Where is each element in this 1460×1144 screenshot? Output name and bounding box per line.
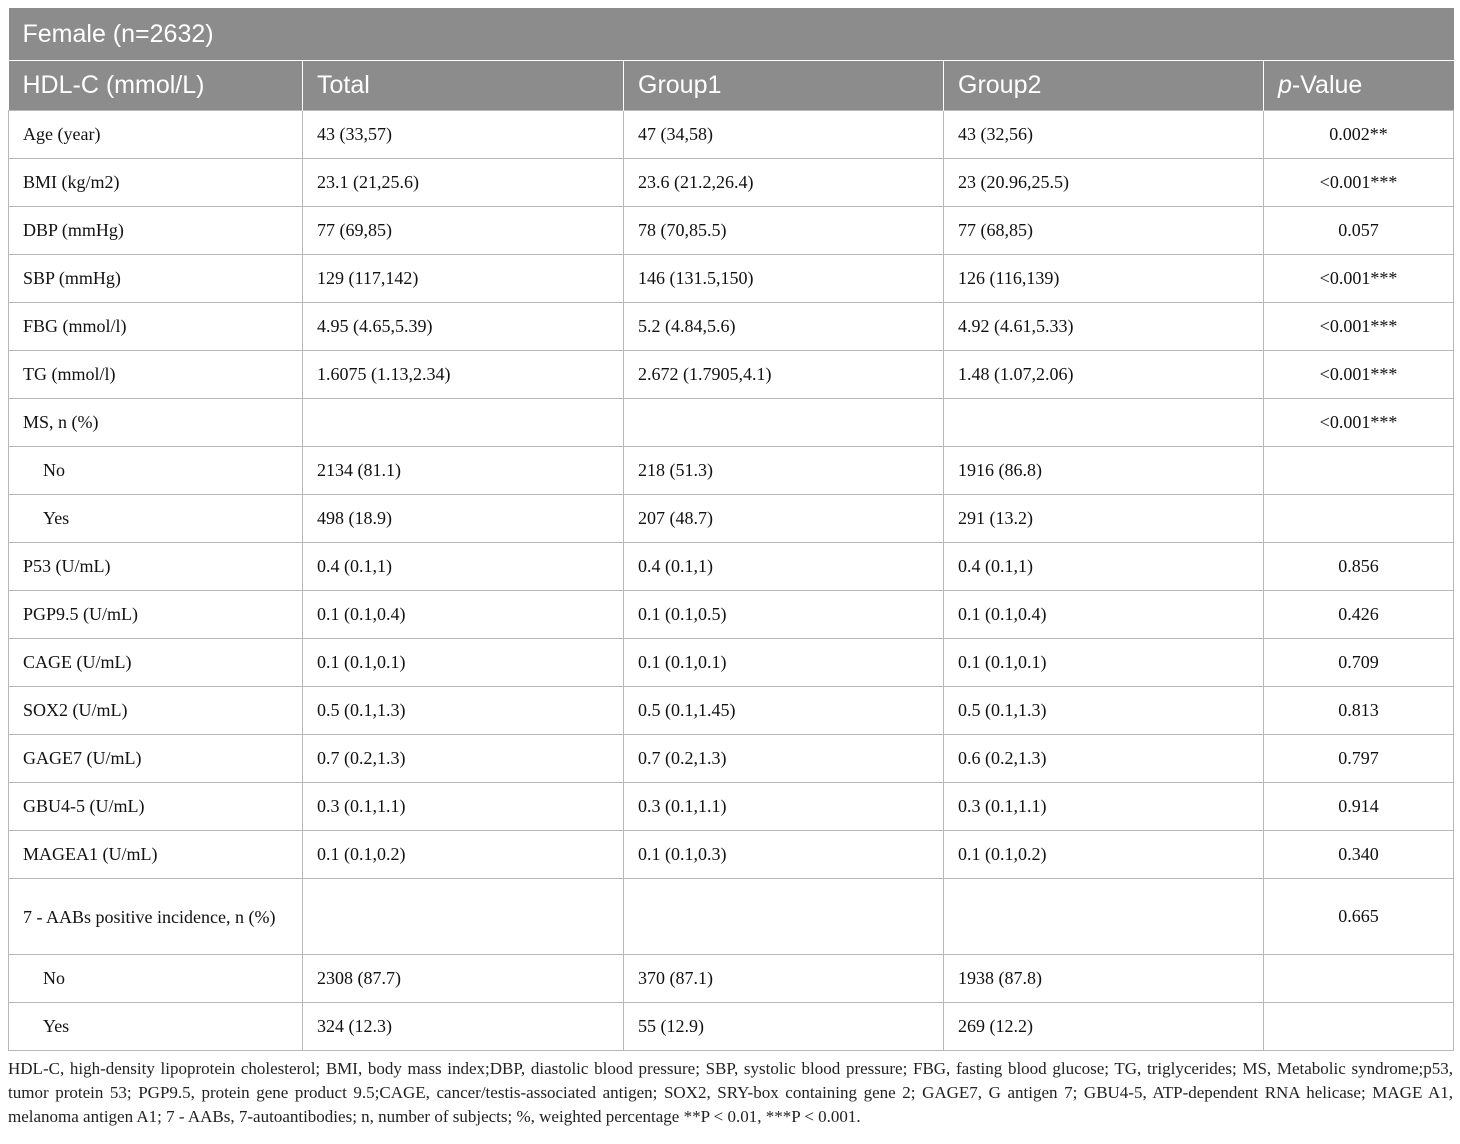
cell-group2: 23 (20.96,25.5) [944,159,1264,207]
header-row [9,61,1454,111]
cell-group1: 146 (131.5,150) [624,255,944,303]
cell-total: 0.7 (0.2,1.3) [303,735,624,783]
cell-group1: 55 (12.9) [624,1003,944,1051]
cell-p-value: <0.001*** [1264,255,1454,303]
cell-group2: 0.1 (0.1,0.1) [944,639,1264,687]
cell-group2: 1.48 (1.07,2.06) [944,351,1264,399]
cell-group2: 1916 (86.8) [944,447,1264,495]
cell-group2: 0.4 (0.1,1) [944,543,1264,591]
table-row [9,783,1454,831]
cell-variable: No [9,447,303,495]
cell-p-value: <0.001*** [1264,159,1454,207]
cell-variable: SOX2 (U/mL) [9,687,303,735]
table-row [9,159,1454,207]
header-variable: HDL-C (mmol/L) [9,61,303,111]
cell-p-value: 0.057 [1264,207,1454,255]
cell-variable: CAGE (U/mL) [9,639,303,687]
table-row [9,543,1454,591]
cell-group1: 0.4 (0.1,1) [624,543,944,591]
cell-variable: GAGE7 (U/mL) [9,735,303,783]
header-p-italic: p [1278,71,1292,99]
cell-p-value [1264,955,1454,1003]
cell-p-value: 0.340 [1264,831,1454,879]
table-row [9,399,1454,447]
cell-p-value: 0.797 [1264,735,1454,783]
cell-total: 23.1 (21,25.6) [303,159,624,207]
cell-p-value: 0.856 [1264,543,1454,591]
cell-group2: 0.1 (0.1,0.4) [944,591,1264,639]
cell-variable: P53 (U/mL) [9,543,303,591]
cell-total: 1.6075 (1.13,2.34) [303,351,624,399]
cell-total: 0.1 (0.1,0.1) [303,639,624,687]
table-row [9,255,1454,303]
cell-group1: 207 (48.7) [624,495,944,543]
cell-variable: GBU4-5 (U/mL) [9,783,303,831]
cell-group1: 0.1 (0.1,0.5) [624,591,944,639]
cell-group2: 77 (68,85) [944,207,1264,255]
cell-variable: SBP (mmHg) [9,255,303,303]
cell-group1: 0.7 (0.2,1.3) [624,735,944,783]
table-row [9,495,1454,543]
cell-total: 324 (12.3) [303,1003,624,1051]
cell-group1: 218 (51.3) [624,447,944,495]
cell-group2: 1938 (87.8) [944,955,1264,1003]
cell-group1: 0.1 (0.1,0.1) [624,639,944,687]
cell-total: 77 (69,85) [303,207,624,255]
cell-group2: 126 (116,139) [944,255,1264,303]
cell-variable: BMI (kg/m2) [9,159,303,207]
cell-variable: TG (mmol/l) [9,351,303,399]
cell-p-value: <0.001*** [1264,399,1454,447]
cell-group1: 47 (34,58) [624,111,944,159]
cell-variable: Yes [9,1003,303,1051]
cell-p-value [1264,495,1454,543]
cell-p-value: 0.426 [1264,591,1454,639]
cell-group1: 370 (87.1) [624,955,944,1003]
table-row [9,111,1454,159]
cell-group2: 269 (12.2) [944,1003,1264,1051]
cell-variable: MS, n (%) [9,399,303,447]
cell-p-value [1264,447,1454,495]
cell-total: 129 (117,142) [303,255,624,303]
cell-variable: DBP (mmHg) [9,207,303,255]
table-row [9,831,1454,879]
cell-group2: 0.1 (0.1,0.2) [944,831,1264,879]
cell-total: 0.5 (0.1,1.3) [303,687,624,735]
cell-total: 498 (18.9) [303,495,624,543]
cell-total: 2308 (87.7) [303,955,624,1003]
cell-group1 [624,399,944,447]
cell-variable: No [9,955,303,1003]
table-row [9,1003,1454,1051]
cell-group2: 0.3 (0.1,1.1) [944,783,1264,831]
cell-p-value: <0.001*** [1264,351,1454,399]
cell-total: 0.1 (0.1,0.2) [303,831,624,879]
table-container [8,8,1453,1129]
cell-total: 43 (33,57) [303,111,624,159]
cell-total: 0.1 (0.1,0.4) [303,591,624,639]
cell-p-value [1264,1003,1454,1051]
table-title: Female (n=2632) [9,8,1454,61]
header-group1: Group1 [624,61,944,111]
cell-group1: 78 (70,85.5) [624,207,944,255]
cell-group2 [944,399,1264,447]
table-footnote: HDL-C, high-density lipoprotein cholesterol; BMI, body mass index;DBP, diastolic blood pressure; SBP, systolic blood pressure; FBG, fasting blood glucose; TG, triglycerides; MS, Metabolic syndrome;p53, tumor protein 53; PGP9.5, protein gene product 9.5;CAGE, cancer/testis-associated antigen; SOX2, SRY-box containing gene 2; GAGE7, G antigen 7; GBU4-5, ATP-dependent RNA helicase; MAGE A1, melanoma antigen A1; 7 - AABs, 7-autoantibodies; n, number of subjects; %, weighted percentage **P < 0.01, ***P < 0.001. [8,1059,1453,1126]
table-row [9,955,1454,1003]
table-row [9,447,1454,495]
cell-group2: 0.5 (0.1,1.3) [944,687,1264,735]
table-row [9,735,1454,783]
cell-total [303,879,624,955]
table-row [9,639,1454,687]
cell-group2: 0.6 (0.2,1.3) [944,735,1264,783]
header-p-value [1264,61,1454,111]
table-row [9,351,1454,399]
table-body [9,111,1454,1051]
cell-total: 4.95 (4.65,5.39) [303,303,624,351]
cell-p-value: 0.813 [1264,687,1454,735]
cell-total: 0.4 (0.1,1) [303,543,624,591]
cell-p-value: 0.709 [1264,639,1454,687]
cell-group1: 0.1 (0.1,0.3) [624,831,944,879]
cell-total [303,399,624,447]
header-p-rest: -Value [1291,71,1363,99]
cell-group2 [944,879,1264,955]
cell-variable: MAGEA1 (U/mL) [9,831,303,879]
cell-group1: 2.672 (1.7905,4.1) [624,351,944,399]
cell-variable: PGP9.5 (U/mL) [9,591,303,639]
cell-p-value: <0.001*** [1264,303,1454,351]
data-table [8,8,1454,1051]
cell-group1: 0.3 (0.1,1.1) [624,783,944,831]
cell-group2: 4.92 (4.61,5.33) [944,303,1264,351]
cell-group1: 5.2 (4.84,5.6) [624,303,944,351]
cell-variable: 7 - AABs positive incidence, n (%) [9,879,303,955]
cell-group1 [624,879,944,955]
table-row [9,687,1454,735]
cell-group2: 291 (13.2) [944,495,1264,543]
cell-variable: Age (year) [9,111,303,159]
cell-p-value: 0.665 [1264,879,1454,955]
cell-group2: 43 (32,56) [944,111,1264,159]
table-row [9,303,1454,351]
cell-group1: 23.6 (21.2,26.4) [624,159,944,207]
table-row [9,207,1454,255]
header-total: Total [303,61,624,111]
cell-total: 2134 (81.1) [303,447,624,495]
cell-p-value: 0.914 [1264,783,1454,831]
table-row [9,591,1454,639]
cell-variable: Yes [9,495,303,543]
table-row [9,879,1454,955]
cell-p-value: 0.002** [1264,111,1454,159]
table-title-row [9,8,1454,61]
cell-total: 0.3 (0.1,1.1) [303,783,624,831]
cell-group1: 0.5 (0.1,1.45) [624,687,944,735]
cell-variable: FBG (mmol/l) [9,303,303,351]
header-group2: Group2 [944,61,1264,111]
